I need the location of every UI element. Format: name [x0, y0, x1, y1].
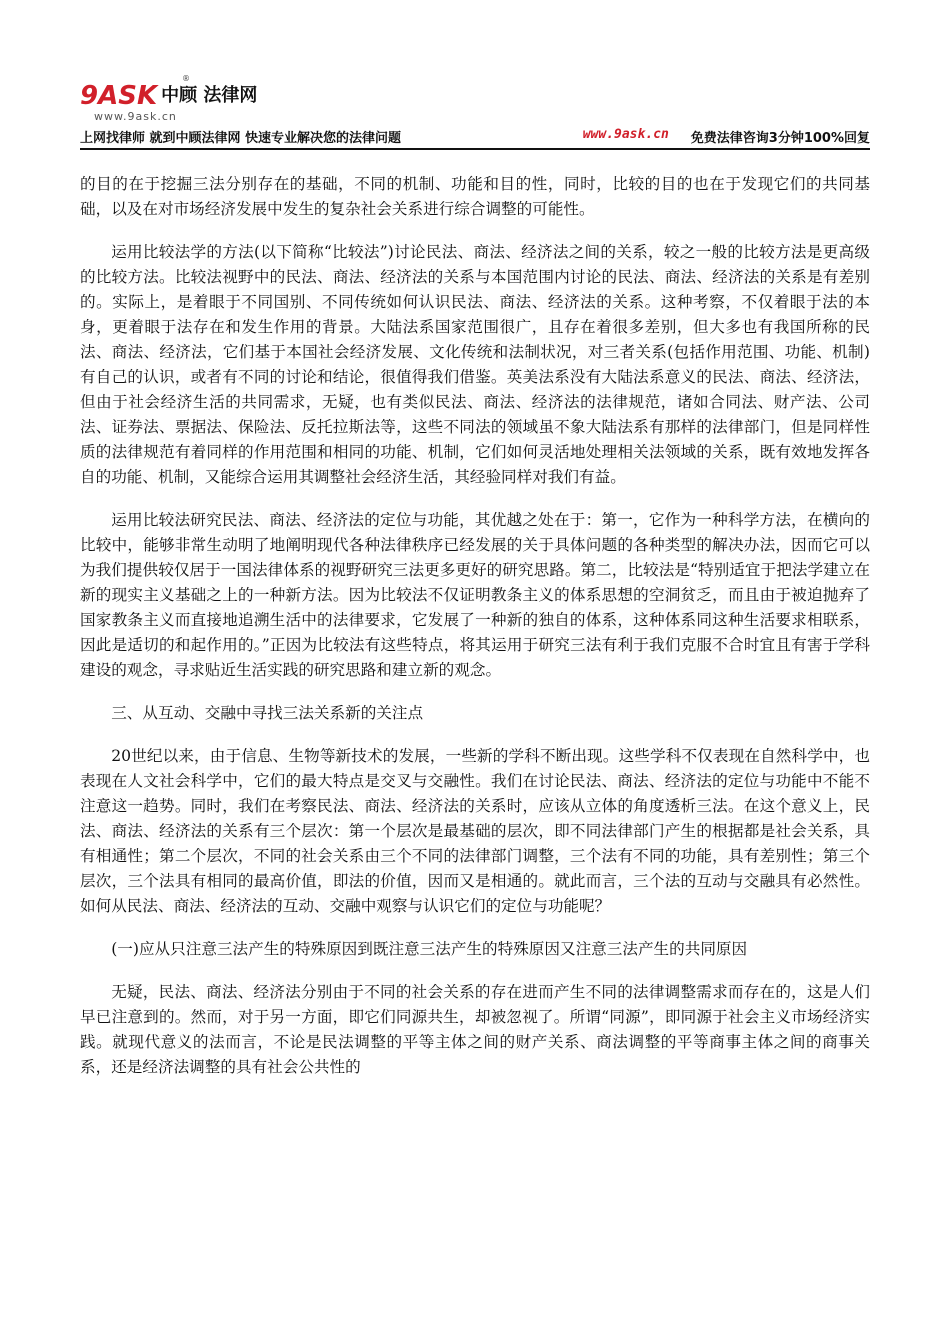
page-header: [80, 70, 870, 150]
article-body: [80, 172, 870, 1098]
paragraph: 无疑，民法、商法、经济法分别由于不同的社会关系的存在进而产生不同的法律调整需求而存在的，这是人们早已注意到的。然而，对于另一方面，即它们同源共生，却被忽视了。所谓“同源”，即同源于社会主义市场经济实践。就现代意义的法而言，不论是民法调整的平等主体之间的财产关系、商法调整的平等商事主体之间的商事关系，还是经济法调整的具有社会公共性的: [80, 983, 870, 1076]
section-heading: 三、从互动、交融中寻找三法关系新的关注点: [111, 704, 424, 722]
logo-chinese-name: 中顾 法律网: [161, 85, 258, 106]
tagline-row: [80, 126, 870, 146]
header-divider: [80, 148, 870, 150]
logo-ask-text: ASK: [98, 81, 158, 111]
paragraph: 运用比较法学的方法(以下简称“比较法”)讨论民法、商法、经济法之间的关系，较之一般的比较方法是更高级的比较方法。比较法视野中的民法、商法、经济法的关系与本国范围内讨论的民法、商法、经济法的关系是有差别的。实际上，是着眼于不同国别、不同传统如何认识民法、商法、经济法的关系。这种考察，不仅着眼于法的本身，更着眼于法存在和发生作用的背景。大陆法系国家范围很广，且存在着很多差别，但大多也有我国所称的民法、商法、经济法，它们基于本国社会经济发展、文化传统和法制状况，对三者关系(包括作用范围、功能、机制)有自己的认识，或者有不同的讨论和结论，很值得我们借鉴。英美法系没有大陆法系意义的民法、商法、经济法，但由于社会经济生活的共同需求，无疑，也有类似民法、商法、经济法的法律规范，诸如合同法、财产法、公司法、证券法、票据法、保险法、反托拉斯法等，这些不同法的领域虽不象大陆法系有那样的法律部门，但是同样性质的法律规范有着同样的作用范围和相同的功能、机制，它们如何灵活地处理相关法领域的关系，既有效地发挥各自的功能、机制，又能综合运用其调整社会经济生活，其经验同样对我们有益。: [80, 243, 870, 486]
registered-mark: ®: [182, 74, 190, 83]
logo-number: 9: [80, 81, 99, 111]
tagline-right: 免费法律咨询3分钟100%回复: [690, 130, 870, 146]
paragraph: 运用比较法研究民法、商法、经济法的定位与功能，其优越之处在于：第一，它作为一种科学方法，在横向的比较中，能够非常生动明了地阐明现代各种法律秩序已经发展的关于具体问题的各种类型的解决办法，因而它可以为我们提供较仅居于一国法律体系的视野研究三法更多更好的研究思路。第二，比较法是“特别适宜于把法学建立在新的现实主义基础之上的一种新方法。因为比较法不仅证明教条主义的体系思想的空洞贫乏，而且由于被迫抛弃了国家教条主义而直接地追溯生活中的法律要求，它发展了一种新的独自的体系，这种体系同这种生活要求相联系，因此是适切的和起作用的。”正因为比较法有这些特点，将其运用于研究三法有利于我们克服不合时宜且有害于学科建设的观念，寻求贴近生活实践的研究思路和建立新的观念。: [80, 511, 870, 679]
subsection-heading: (一)应从只注意三法产生的特殊原因到既注意三法产生的特殊原因又注意三法产生的共同原因: [111, 940, 748, 958]
logo-url: www.9ask.cn: [94, 110, 177, 123]
tagline-right-group: [583, 127, 870, 146]
site-link[interactable]: www.9ask.cn: [582, 126, 669, 142]
logo-mark: [80, 81, 157, 111]
paragraph: 20世纪以来，由于信息、生物等新技术的发展，一些新的学科不断出现。这些学科不仅表现在自然科学中，也表现在人文社会科学中，它们的最大特点是交叉与交融性。我们在讨论民法、商法、经济法的定位与功能中不能不注意这一趋势。同时，我们在考察民法、商法、经济法的关系时，应该从立体的角度透析三法。在这个意义上，民法、商法、经济法的关系有三个层次：第一个层次是最基础的层次，即不同法律部门产生的根据都是社会关系，具有相通性；第二个层次，不同的社会关系由三个不同的法律部门调整，三个法有不同的功能，具有差别性；第三个层次，三个法具有相同的最高价值，即法的价值，因而又是相通的。就此而言，三个法的互动与交融具有必然性。如何从民法、商法、经济法的互动、交融中观察与认识它们的定位与功能呢？: [80, 747, 870, 915]
paragraph: 的目的在于挖掘三法分别存在的基础，不同的机制、功能和目的性，同时，比较的目的也在于发现它们的共同基础，以及在对市场经济发展中发生的复杂社会关系进行综合调整的可能性。: [80, 175, 870, 218]
tagline-left: 上网找律师 就到中顾法律网 快速专业解决您的法律问题: [80, 130, 402, 146]
